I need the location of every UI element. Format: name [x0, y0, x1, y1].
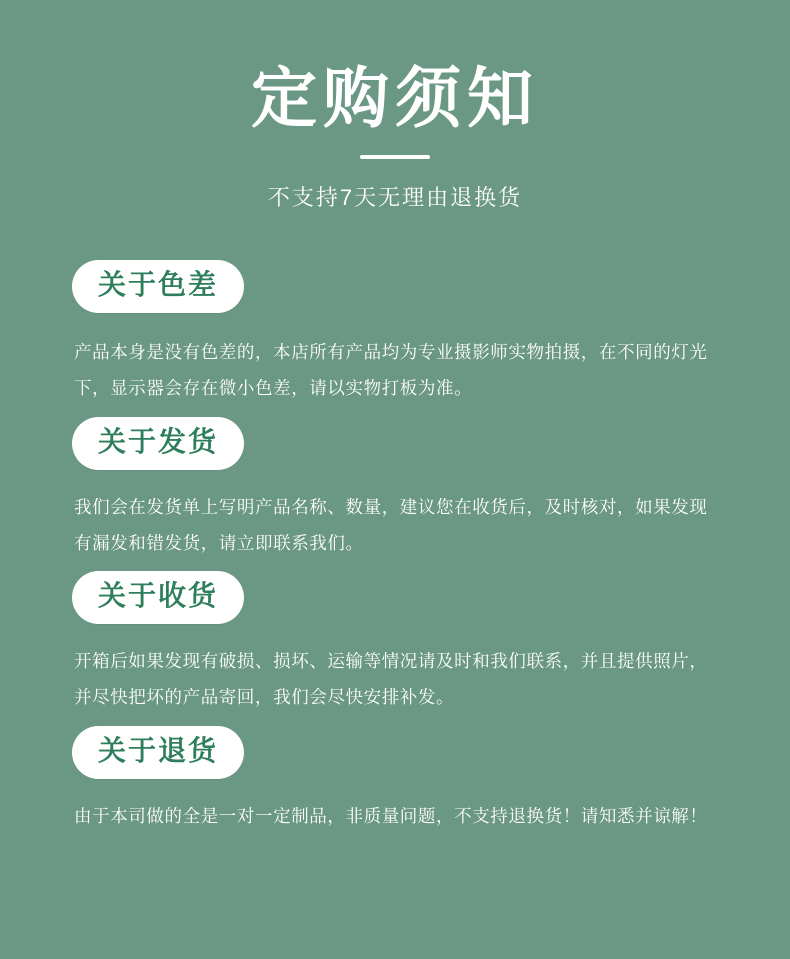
section-color-difference-text: 产品本身是没有色差的，本店所有产品均为专业摄影师实物拍摄，在不同的灯光下，显示器会存在微小色差，请以实物打板为准。 — [74, 342, 708, 398]
section-receiving — [72, 571, 718, 716]
section-color-difference-label: 关于色差 — [72, 260, 244, 313]
section-returns — [72, 726, 718, 835]
page-header — [0, 0, 790, 212]
section-returns-label: 关于退货 — [72, 726, 244, 779]
section-shipping — [72, 417, 718, 562]
section-receiving-text: 开箱后如果发现有破损、损坏、运输等情况请及时和我们联系，并且提供照片，并尽快把坏的产品寄回，我们会尽快安排补发。 — [74, 651, 708, 708]
title-divider — [360, 155, 430, 159]
page-subtitle: 不支持7天无理由退换货 — [267, 185, 523, 211]
section-receiving-label: 关于收货 — [72, 571, 244, 624]
section-shipping-label: 关于发货 — [72, 417, 244, 470]
notice-sections — [0, 260, 790, 834]
page-title: 定购须知 — [251, 61, 539, 135]
section-shipping-text: 我们会在发货单上写明产品名称、数量，建议您在收货后，及时核对，如果发现有漏发和错发货，请立即联系我们。 — [74, 496, 708, 553]
section-returns-text: 由于本司做的全是一对一定制品，非质量问题，不支持退换货！请知悉并谅解！ — [74, 805, 708, 826]
section-color-difference — [72, 260, 718, 407]
